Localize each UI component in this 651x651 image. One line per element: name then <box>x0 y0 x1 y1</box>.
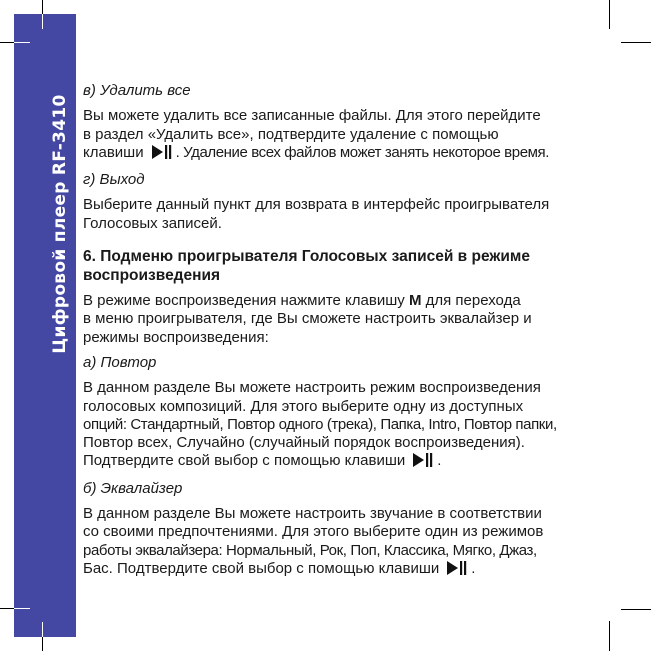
text-fragment: клавиши <box>83 143 144 161</box>
text-line: работы эквалайзера: Нормальный, Рок, Поп, Классика, Мягко, Джаз, <box>83 541 537 559</box>
key-label: M <box>408 292 422 310</box>
crop-mark <box>609 0 610 29</box>
product-title: Цифровой плеер RF-3410 <box>50 94 70 354</box>
paragraph-delete-all <box>83 107 583 164</box>
text-line: Повтор всех, Случайно (случайный порядок воспроизведения). <box>83 434 525 452</box>
text-line: В данном разделе Вы можете настроить звучание в соответствии <box>83 505 542 523</box>
subsection-title-repeat: а) Повтор <box>83 353 157 371</box>
text-line: опций: Стандартный, Повтор одного (трека), Папка, Intro, Повтор папки, <box>83 415 557 433</box>
text-line: Вы можете удалить все записанные файлы. Для этого перейдите <box>83 107 541 125</box>
heading-line: 6. Подменю проигрывателя Голосовых записей в режиме <box>83 248 531 266</box>
subsection-title-delete-all: в) Удалить все <box>83 82 191 99</box>
text-fragment: . <box>471 559 476 577</box>
section-heading <box>83 247 583 285</box>
play-pause-icon <box>413 453 433 472</box>
crop-mark <box>621 42 651 43</box>
text-line: в меню проигрывателя, где Вы сможете настроить эквалайзер и <box>83 310 532 328</box>
crop-mark <box>609 621 610 651</box>
crop-mark <box>14 42 30 43</box>
text-fragment: . <box>437 452 442 470</box>
subsection-title-exit: г) Выход <box>83 171 145 189</box>
crop-mark <box>42 622 43 637</box>
text-line <box>83 452 583 472</box>
text-line: режимы воспроизведения: <box>83 328 269 346</box>
text-fragment: Подтвердите свой выбор с помощью клавиши <box>83 452 406 470</box>
crop-mark <box>14 608 30 609</box>
text-line <box>83 560 583 580</box>
text-line: голосовых композиций. Для этого выберите одну из доступных <box>83 397 524 415</box>
crop-mark <box>621 609 651 610</box>
text-line: Голосовых записей. <box>83 214 222 232</box>
text-line <box>83 292 583 310</box>
subsection-title-equalizer: б) Эквалайзер <box>83 479 183 497</box>
text-fragment: Бас. Подтвердите свой выбор с помощью клавиши <box>83 559 440 577</box>
crop-mark <box>42 14 43 29</box>
text-line: В данном разделе Вы можете настроить режим воспроизведения <box>83 379 541 397</box>
text-line <box>83 144 583 164</box>
document-body <box>83 82 583 587</box>
heading-line: воспроизведения <box>83 267 221 285</box>
paragraph-repeat <box>83 379 583 472</box>
text-line: со своими предпочтениями. Для этого выберите один из режимов <box>83 523 544 541</box>
paragraph-exit <box>83 196 583 233</box>
text-fragment: В режиме воспроизведения нажмите клавишу <box>83 292 409 310</box>
text-fragment: для перехода <box>421 292 521 310</box>
play-pause-icon <box>447 561 467 580</box>
text-fragment: . Удаление всех файлов может занять некоторое время. <box>175 143 550 161</box>
paragraph-submenu <box>83 292 583 347</box>
play-pause-icon <box>152 145 172 164</box>
text-line: Выберите данный пункт для возврата в интерфейс проигрывателя <box>83 196 550 214</box>
paragraph-equalizer <box>83 505 583 580</box>
text-line: в раздел «Удалить все», подтвердите удаление с помощью <box>83 125 499 143</box>
